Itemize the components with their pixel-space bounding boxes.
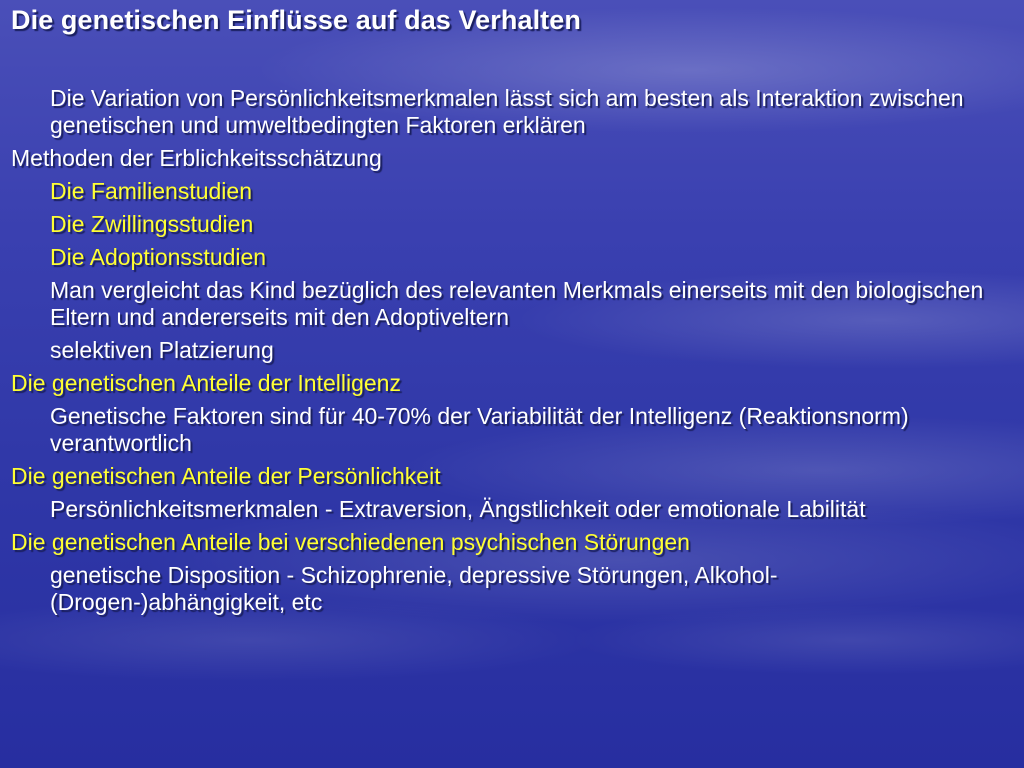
body-line: Genetische Faktoren sind für 40-70% der Variabilität der Intelligenz (Reaktionsnorm) verantwortlich — [50, 403, 909, 456]
body-line: Die Zwillingsstudien — [50, 211, 254, 237]
slide-title: Die genetischen Einflüsse auf das Verhalten — [11, 5, 581, 35]
body-heading: Methoden der Erblichkeitsschätzung — [11, 145, 382, 171]
slide-body — [0, 85, 1000, 622]
body-line: Persönlichkeitsmerkmalen - Extraversion, Ängstlichkeit oder emotionale Labilität — [50, 496, 866, 522]
body-line: Die Variation von Persönlichkeitsmerkmalen lässt sich am besten als Interaktion zwischen genetischen und umweltbedingten Faktoren erklären — [50, 85, 964, 138]
body-line: Die Adoptionsstudien — [50, 244, 267, 270]
body-line: genetische Disposition - Schizophrenie, depressive Störungen, Alkohol-(Drogen-)abhängigkeit, etc — [50, 562, 778, 615]
body-line: selektiven Platzierung — [50, 337, 274, 363]
body-heading: Die genetischen Anteile der Persönlichkeit — [11, 463, 441, 489]
body-line: Man vergleicht das Kind bezüglich des relevanten Merkmals einerseits mit den biologischen Eltern und andererseits mit den Adoptiveltern — [50, 277, 984, 330]
body-line: Die Familienstudien — [50, 178, 252, 204]
body-heading: Die genetischen Anteile der Intelligenz — [11, 370, 401, 396]
body-heading: Die genetischen Anteile bei verschiedenen psychischen Störungen — [11, 529, 690, 555]
